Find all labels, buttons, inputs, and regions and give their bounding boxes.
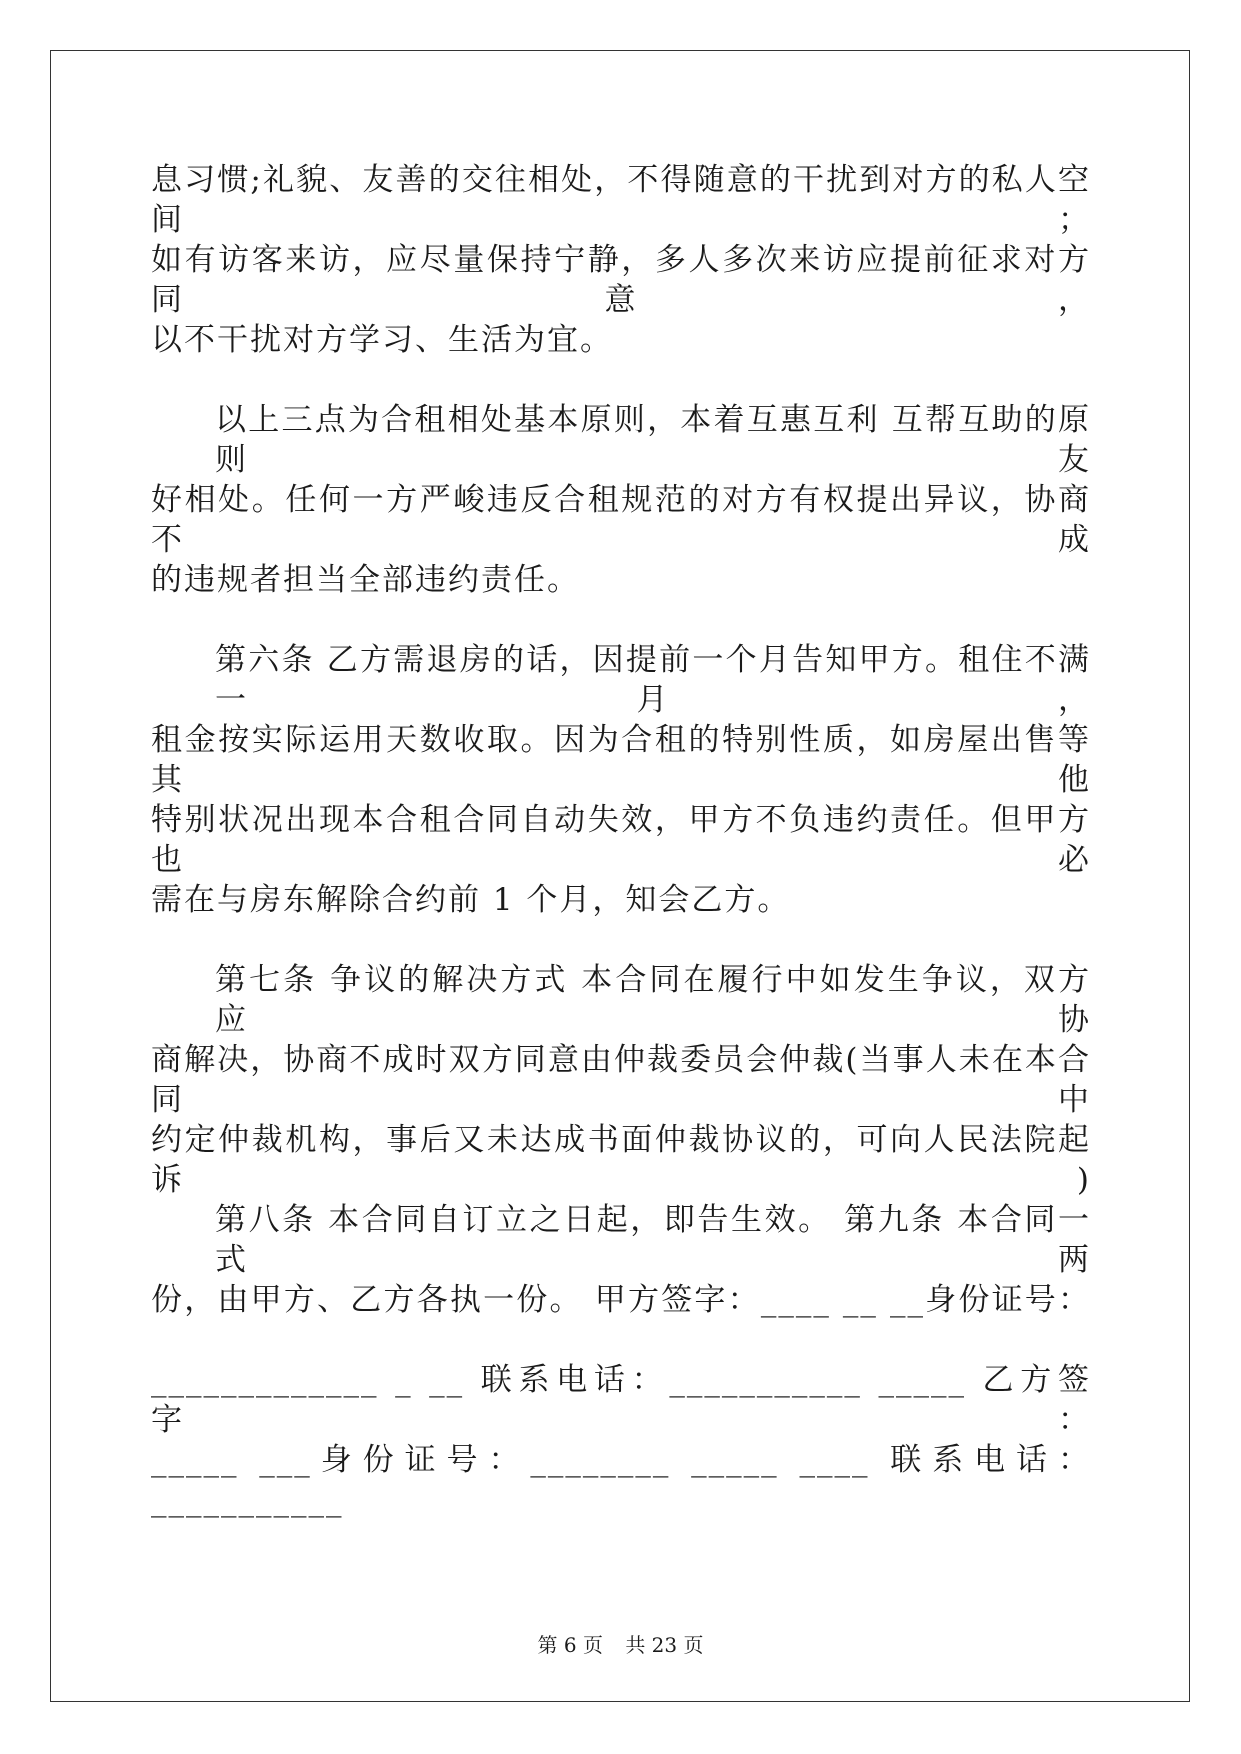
text-line: 的违规者担当全部违约责任。 (151, 562, 580, 598)
page-total: 共 23 页 (625, 1633, 704, 1657)
text-line: 需在与房东解除合约前 1 个月，知会乙方。 (151, 882, 791, 918)
text-line: 特别状况出现本合租合同自动失效，甲方不负违约责任。但甲方也必 (151, 802, 1091, 878)
page-footer (0, 1629, 1241, 1658)
text-line: 息习惯;礼貌、友善的交往相处，不得随意的干扰到对方的私人空间； (151, 162, 1091, 238)
document-body (151, 160, 1091, 1520)
text-line: 以不干扰对方学习、生活为宜。 (151, 322, 613, 358)
text-line: 如有访客来访，应尽量保持宁静，多人多次来访应提前征求对方同意， (151, 242, 1091, 318)
text-line: _____________ _ __ 联系电话：___________ _____ 乙方签字： (151, 1362, 1091, 1438)
text-line: 以上三点为合租相处基本原则，本着互惠互利 互帮互助的原则友 (215, 402, 1091, 478)
text-line: 第七条 争议的解决方式 本合同在履行中如发生争议，双方应协 (215, 962, 1091, 1038)
text-line: _____ ___身份证号：________ _____ ____ 联系电话：___________ (151, 1442, 1091, 1518)
text-line: 第八条 本合同自订立之日起，即告生效。 第九条 本合同一式两 (215, 1202, 1091, 1278)
text-line: 第六条 乙方需退房的话，因提前一个月告知甲方。租住不满一月， (215, 642, 1091, 718)
text-line: 约定仲裁机构，事后又未达成书面仲裁协议的，可向人民法院起诉) (151, 1122, 1091, 1198)
text-line: 份，由甲方、乙方各执一份。 甲方签字：____ __ __身份证号： (151, 1282, 1091, 1318)
page-number: 第 6 页 (537, 1633, 603, 1657)
text-line: 租金按实际运用天数收取。因为合租的特别性质，如房屋出售等其他 (151, 722, 1091, 798)
text-line: 好相处。任何一方严峻违反合租规范的对方有权提出异议，协商不成 (151, 482, 1091, 558)
text-line: 商解决，协商不成时双方同意由仲裁委员会仲裁(当事人未在本合同中 (151, 1042, 1091, 1118)
